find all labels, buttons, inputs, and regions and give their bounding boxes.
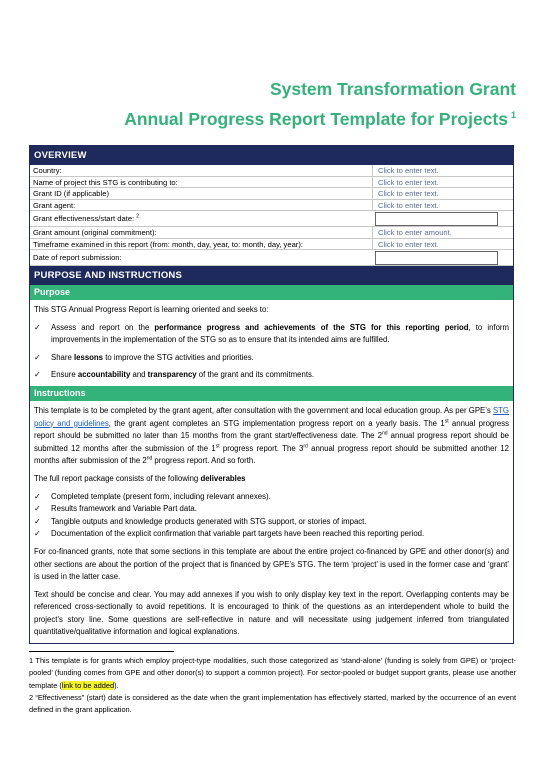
overview-label: Country: [33, 166, 62, 175]
stg-policy-link[interactable]: STG policy and guidelines [34, 405, 509, 428]
instructions-header: Instructions [30, 386, 513, 401]
link-placeholder: link to be added [61, 680, 115, 690]
list-item: ✓ Share lessons to improve the STG activities and priorities. [34, 352, 509, 365]
submission-date-field[interactable] [375, 251, 498, 265]
footnote-2: 2 “Effectiveness” (start) date is considered as the date when the grant implementation has effectively started, marked by the occurrence of an event defined in the grant application. [29, 693, 516, 715]
checkmark-icon: ✓ [34, 529, 41, 539]
list-item: ✓ Documentation of the explicit confirmation that variable part targets have been reached this reporting period. [34, 528, 509, 541]
checkmark-icon: ✓ [34, 370, 41, 380]
start-date-field[interactable] [375, 212, 498, 226]
overview-header: OVERVIEW [30, 146, 513, 165]
footnote-1: 1 This template is for grants which employ project-type modalities, such those categorized as ‘stand-alone’ (funding is solely from GPE) or ‘project-pooled’ (funding comes from GPE and other donor(s) to support a common project). For sector-pooled or budget support grants, please use another template (link to be added). [29, 656, 516, 690]
checkmark-icon: ✓ [34, 504, 41, 514]
overview-row-amount [30, 227, 513, 239]
overview-label: Grant amount (original commitment): [33, 228, 157, 237]
list-item: ✓ Tangible outputs and knowledge products generated with STG support, or stories of impact. [34, 516, 509, 529]
report-table [29, 145, 514, 644]
cofinanced-paragraph: For co-financed grants, note that some sections in this template are about the entire project co-financed by GPE and other donor(s) and other sections are about the portion of the project that is financed by GPE’s STG. The term ‘project’ is used in the former case and ‘grant’ is used in the latter case. [34, 546, 509, 582]
country-field[interactable]: Click to enter text. [372, 165, 513, 176]
footnote-divider [29, 651, 174, 652]
list-item: ✓ Ensure accountability and transparency of the grant and its commitments. [34, 369, 509, 382]
instructions-section [30, 401, 513, 643]
overview-label: Timeframe examined in this report (from: month, day, year, to: month, day, year): [33, 239, 303, 249]
list-item: ✓ Assess and report on the performance progress and achievements of the STG for this reporting period, to inform improvements in the implementation of the STG so as to ensure that its intended aims are fulfilled. [34, 322, 509, 347]
overview-row-grant-agent [30, 200, 513, 212]
checkmark-icon: ✓ [34, 516, 41, 526]
list-item: ✓ Completed template (present form, including relevant annexes). [34, 491, 509, 504]
timeframe-field[interactable]: Click to enter text. [372, 239, 513, 250]
overview-row-project [30, 177, 513, 189]
overview-label: Grant ID (if applicable) [33, 189, 109, 198]
overview-label: Grant effectiveness/start date: $^2$ [33, 213, 140, 223]
instructions-paragraph: This template is to be completed by the grant agent, after consultation with the government and local education group. As per GPE’s STG policy and guidelines, the grant agent completes an STG implementation progress report on a yearly basis. The 1st annual progress report should be submitted no later than 15 months from the grant start/effectiveness date. The 2nd annual progress report should be submitted 12 months after the submission of the 1st progress report. The 3rd annual progress report should be submitted another 12 months after submission of the 2nd progress report. And so forth. [34, 405, 509, 466]
overview-row-country [30, 165, 513, 177]
checkmark-icon: ✓ [34, 352, 41, 362]
project-name-field[interactable]: Click to enter text. [372, 177, 513, 188]
overview-row-submission-date [30, 250, 513, 266]
checkmark-icon: ✓ [34, 322, 41, 332]
deliverables-intro: The full report package consists of the following deliverables [34, 473, 246, 483]
overview-row-grant-id [30, 188, 513, 200]
overview-row-timeframe [30, 239, 513, 251]
concise-paragraph: Text should be concise and clear. You may add annexes if you wish to only display key text in the report. Overlapping contents may be referenced cross-sectionally to avoid repetitions. It is encouraged to think of the questions as an interdependent whole to build the project’s story line. Some questions are self-reflective in nature and will necessitate using judgement inferred from triangulated quantitative/qualitative information and logical explanations. [34, 589, 509, 637]
checkmark-icon: ✓ [34, 491, 41, 501]
purpose-section [30, 300, 513, 386]
purpose-instructions-header: PURPOSE AND INSTRUCTIONS [30, 266, 513, 285]
grant-id-field[interactable]: Click to enter text. [372, 188, 513, 199]
grant-agent-field[interactable]: Click to enter text. [372, 200, 513, 211]
document-title: System Transformation Grant [269, 79, 516, 99]
subtitle-footnote-ref: 1 [510, 110, 516, 120]
overview-row-start-date [30, 211, 513, 227]
list-item: ✓ Results framework and Variable Part data. [34, 503, 509, 516]
overview-label: Name of project this STG is contributing to: [33, 177, 178, 187]
overview-label: Date of report submission: [33, 253, 122, 262]
deliverables-list [34, 491, 509, 541]
overview-label: Grant agent: [33, 200, 76, 210]
purpose-header: Purpose [30, 285, 513, 300]
purpose-intro: This STG Annual Progress Report is learning oriented and seeks to: [34, 305, 269, 314]
document-subtitle: Annual Progress Report Template for Projects [124, 109, 508, 129]
grant-amount-field[interactable]: Click to enter amount. [372, 227, 513, 238]
